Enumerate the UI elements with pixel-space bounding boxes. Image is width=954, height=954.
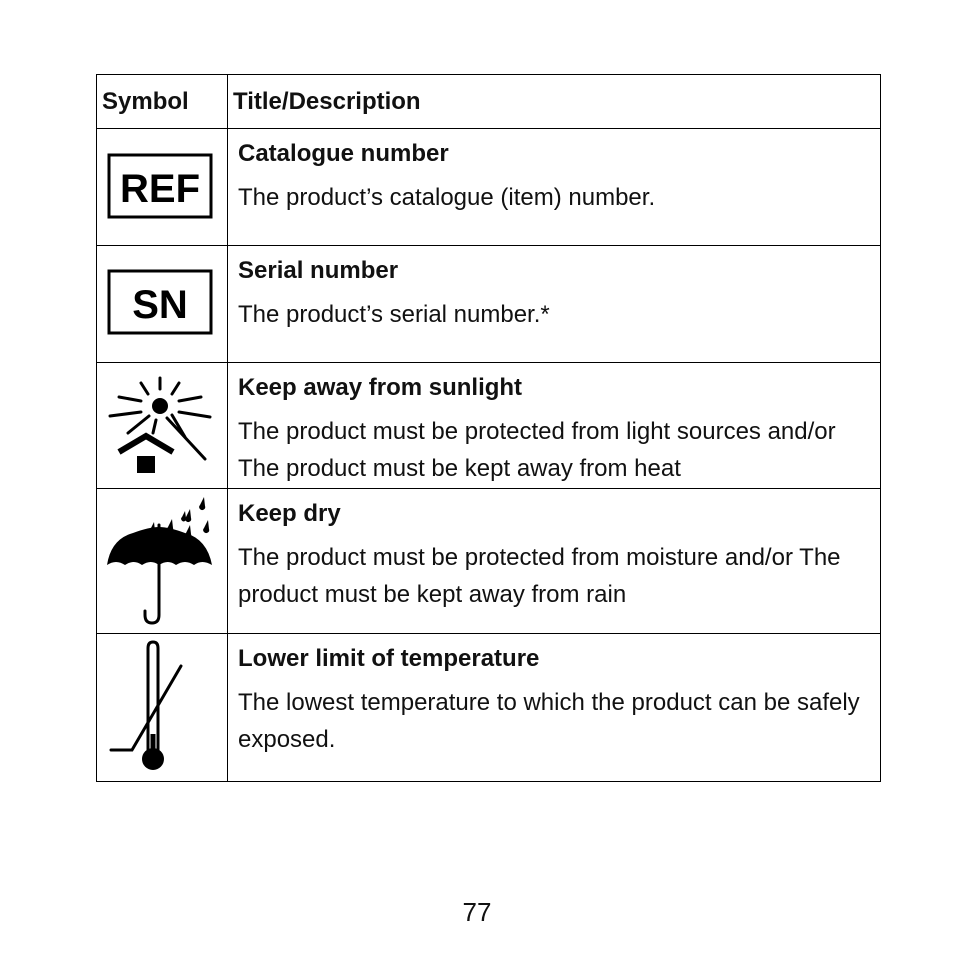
lower-temperature-limit-icon [97, 634, 228, 780]
table-row [97, 489, 881, 634]
row-title: Keep away from sunlight [238, 374, 523, 401]
row-title: Catalogue number [238, 140, 449, 167]
table-row [97, 129, 881, 246]
row-title: Keep dry [238, 500, 341, 527]
description-cell [228, 489, 881, 634]
description-cell [228, 129, 881, 246]
table-header-row [97, 75, 881, 129]
symbol-cell [97, 363, 228, 489]
row-description: The lowest temperature to which the product can be safely exposed. [238, 689, 860, 753]
description-cell [228, 634, 881, 782]
header-title-description: Title/Description [228, 75, 881, 129]
symbols-table [96, 74, 881, 782]
description-cell [228, 363, 881, 489]
row-description: The product must be protected from moisture and/or The product must be kept away from rain [238, 544, 841, 608]
svg-text:REF: REF [120, 167, 200, 211]
ref-box-icon [97, 129, 228, 244]
keep-dry-umbrella-icon [97, 489, 228, 632]
header-symbol: Symbol [97, 75, 228, 129]
sn-box-icon [97, 246, 228, 361]
svg-text:SN: SN [132, 283, 188, 327]
symbol-cell [97, 129, 228, 246]
row-description: The product must be protected from light sources and/or The product must be kept away from heat [238, 418, 836, 482]
table-row [97, 246, 881, 363]
description-cell [228, 246, 881, 363]
row-title: Lower limit of temperature [238, 645, 540, 672]
row-description: The product’s serial number.* [238, 301, 550, 328]
symbol-cell [97, 246, 228, 363]
table-row [97, 634, 881, 782]
row-title: Serial number [238, 257, 399, 284]
keep-away-from-sunlight-icon [97, 363, 228, 487]
row-description: The product’s catalogue (item) number. [238, 184, 656, 211]
symbol-cell [97, 489, 228, 634]
table-row [97, 363, 881, 489]
symbol-cell [97, 634, 228, 782]
page-number: 77 [462, 897, 492, 927]
